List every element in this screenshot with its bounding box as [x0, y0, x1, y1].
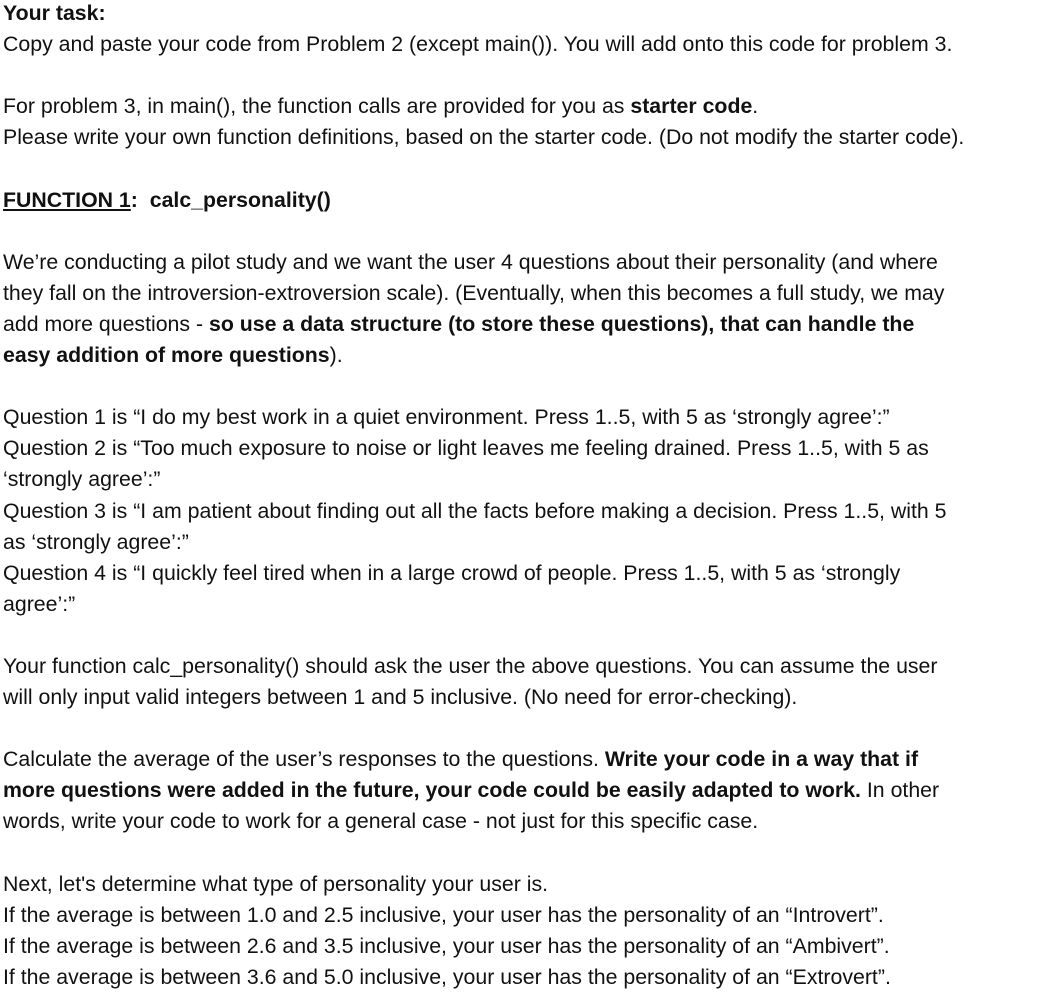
function-label: FUNCTION 1 [3, 187, 131, 212]
function-name: calc_personality() [149, 187, 331, 212]
intro-line-2: they fall on the introversion-extroversion scale). (Eventually, when this becomes a full study, we may [3, 280, 945, 305]
average-text: Calculate the average of the user’s responses to the questions. [3, 747, 605, 772]
personality-rule-ambivert: If the average is between 2.6 and 3.5 inclusive, your user has the personality of an “Ambivert”. [3, 933, 890, 958]
ask-line-2: will only input valid integers between 1 and 5 inclusive. (No need for error-checking). [3, 685, 798, 710]
intro-line-3 [3, 309, 1039, 340]
function-heading [3, 185, 1039, 216]
starter-period: . [752, 94, 759, 119]
question-4-cont: agree’:” [3, 591, 76, 616]
starter-line-1 [3, 91, 1039, 122]
personality-intro: Next, let's determine what type of personality your user is. [3, 871, 549, 896]
starter-text: For problem 3, in main(), the function calls are provided for you as [3, 94, 631, 119]
spacer [3, 216, 1039, 247]
average-line-3: words, write your code to work for a general case - not just for this specific case. [3, 809, 759, 834]
starter-line-2: Please write your own function definitions, based on the starter code. (Do not modify the starter code). [3, 125, 965, 150]
starter-code-emphasis: starter code [630, 94, 753, 119]
average-emphasis: Write your code in a way that if [604, 747, 919, 772]
ask-line-1: Your function calc_personality() should ask the user the above questions. You can assume the user [3, 653, 938, 678]
intro-line-1: We’re conducting a pilot study and we want the user 4 questions about their personality (and where [3, 249, 938, 274]
average-line-2 [3, 775, 1039, 806]
intro-close: ). [329, 343, 343, 368]
question-3-cont: as ‘strongly agree’:” [3, 529, 189, 554]
spacer [3, 713, 1039, 744]
question-3: Question 3 is “I am patient about finding out all the facts before making a decision. Press 1..5, with 5 [3, 498, 947, 523]
personality-rule-extrovert: If the average is between 3.6 and 5.0 inclusive, your user has the personality of an “Extrovert”. [3, 964, 891, 989]
personality-rule-introvert: If the average is between 1.0 and 2.5 inclusive, your user has the personality of an “Introvert”. [3, 902, 884, 927]
intro-line-4 [3, 340, 1039, 371]
average-emphasis-cont: more questions were added in the future, your code could be easily adapted to work. [3, 778, 861, 803]
task-line: Copy and paste your code from Problem 2 (except main()). You will add onto this code for problem 3. [3, 32, 953, 57]
intro-emphasis: so use a data structure (to store these questions), that can handle the [208, 311, 915, 336]
function-colon: : [130, 187, 138, 212]
question-2-cont: ‘strongly agree’:” [3, 467, 161, 492]
question-1: Question 1 is “I do my best work in a quiet environment. Press 1..5, with 5 as ‘strongly agree’:” [3, 405, 890, 430]
question-2: Question 2 is “Too much exposure to noise or light leaves me feeling drained. Press 1..5, with 5 as [3, 436, 929, 461]
spacer [3, 153, 1039, 184]
average-text-cont: In other [860, 778, 940, 803]
intro-text: add more questions - [3, 311, 209, 336]
task-heading: Your task: [3, 1, 106, 25]
intro-emphasis-end: easy addition of more questions [3, 343, 330, 368]
question-4: Question 4 is “I quickly feel tired when in a large crowd of people. Press 1..5, with 5 as ‘strongly [3, 560, 901, 585]
spacer [3, 60, 1039, 91]
spacer [3, 838, 1039, 869]
spacer [3, 620, 1039, 651]
average-line-1 [3, 744, 1039, 775]
spacer [3, 371, 1039, 402]
